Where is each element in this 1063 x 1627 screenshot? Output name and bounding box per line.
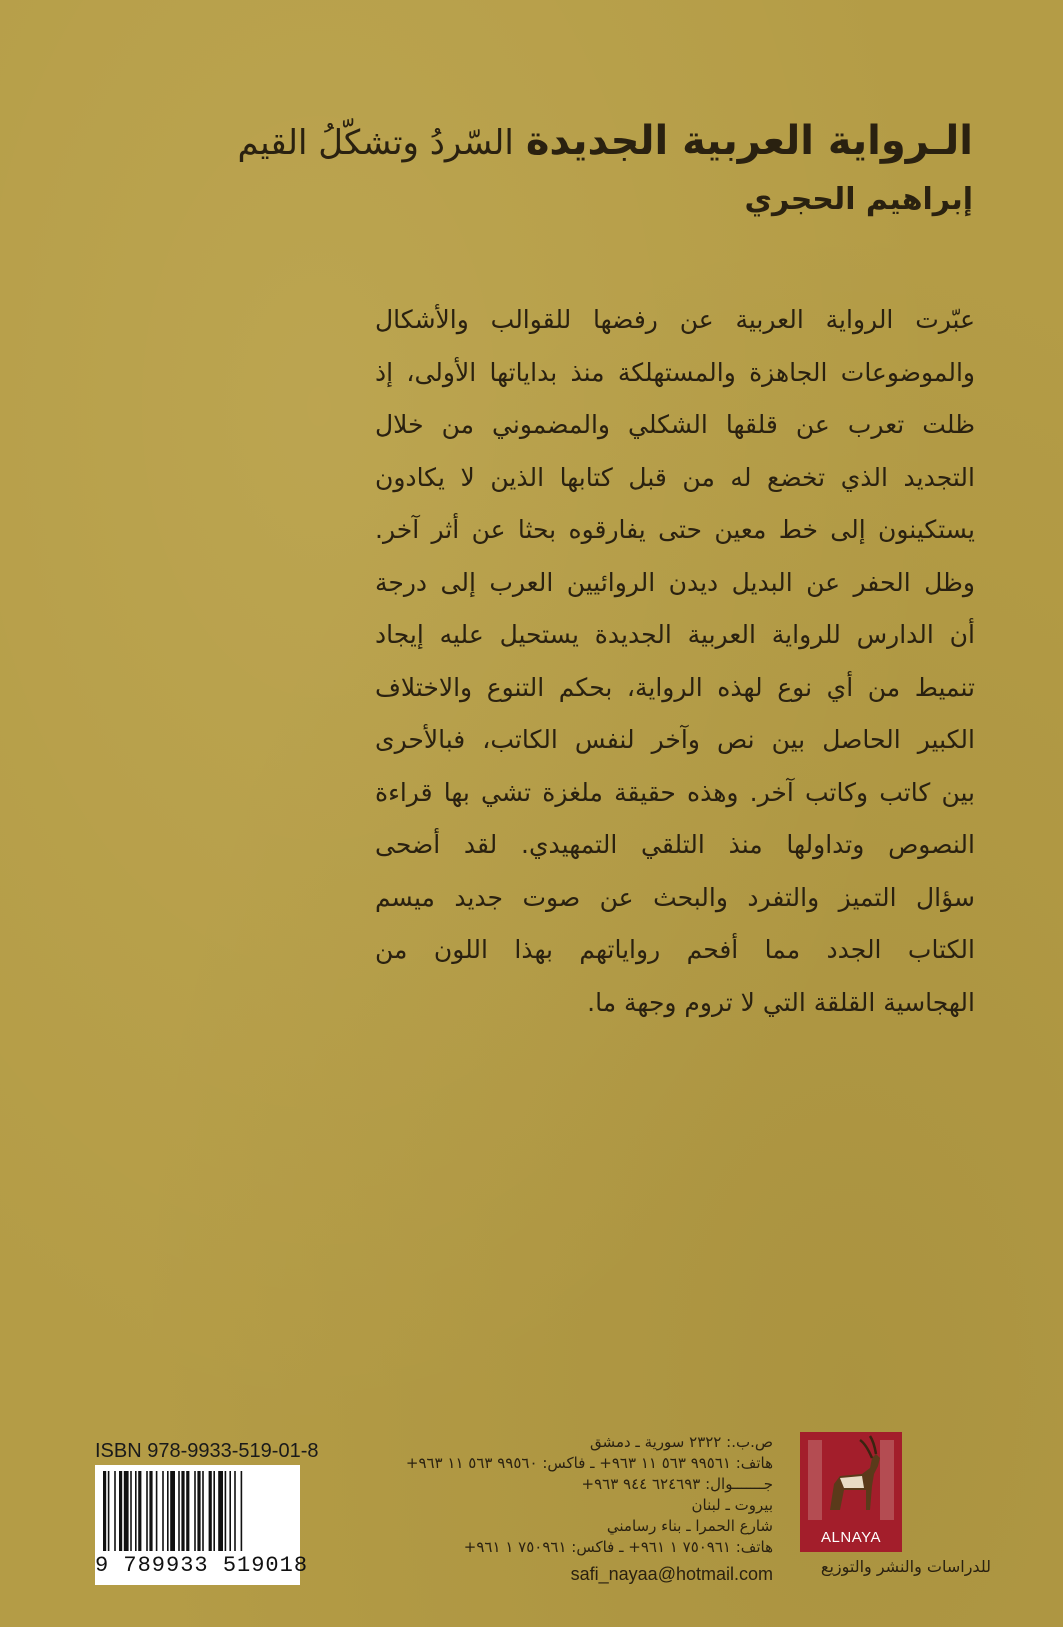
barcode-bar [178, 1471, 180, 1551]
gazelle-icon [800, 1432, 902, 1528]
barcode-bar [234, 1471, 236, 1551]
barcode-bar [167, 1471, 169, 1551]
blurb-line: ظلت تعرب عن قلقها الشكلي والمضموني من خلال [375, 410, 975, 439]
barcode-bar [108, 1471, 110, 1551]
barcode-bar [124, 1471, 129, 1551]
barcode-bar [225, 1471, 227, 1551]
publisher-email: safi_nayaa@hotmail.com [570, 1564, 773, 1584]
isbn-label: ISBN 978-9933-519-01-8 [95, 1440, 319, 1462]
barcode-bar [170, 1471, 175, 1551]
barcode-bar [135, 1471, 137, 1551]
blurb-line: تنميط من أي نوع لهذه الرواية، بحكم التنوع والاختلاف [375, 672, 975, 702]
blurb-line: الكتاب الجدد مما أفحم رواياتهم بهذا اللون من [375, 935, 975, 964]
contact-line: بيروت ـ لبنان [691, 1496, 773, 1514]
blurb-line: الهجاسية القلقة التي لا تروم وجهة ما. [587, 987, 975, 1017]
blurb-line: أن الدارس للرواية العربية الجديدة يستحيل عليه إيجاد [375, 620, 975, 649]
barcode-bar [119, 1471, 122, 1551]
blurb-line: وظل الحفر عن البديل ديدن الروائيين العرب إلى درجة [375, 567, 975, 597]
barcode-bar [162, 1471, 164, 1551]
barcode [95, 1465, 309, 1585]
blurb-line: الكبير الحاصل بين نص وآخر لنفس الكاتب، فبالأحرى [375, 725, 975, 754]
contact-line: ص.ب.: ٢٣٢٢ سورية ـ دمشق [590, 1433, 773, 1451]
blurb-text [375, 294, 975, 1029]
barcode-bar [146, 1471, 148, 1551]
publisher-contact [406, 1432, 773, 1585]
barcode-bar [186, 1471, 189, 1551]
blurb-line: عبّرت الرواية العربية عن رفضها للقوالب والأشكال [375, 305, 975, 334]
logo-text: ALNAYA [821, 1529, 881, 1546]
barcode-bar [181, 1471, 184, 1551]
book-title-line [73, 118, 973, 164]
barcode-bar [229, 1471, 231, 1551]
barcode-bar [138, 1471, 141, 1551]
book-subtitle: السّردُ وتشكّلُ القيم [237, 123, 514, 163]
author-name: إبراهيم الحجري [744, 182, 973, 217]
barcode-bar [130, 1471, 132, 1551]
barcode-bar [202, 1471, 204, 1551]
barcode-bar [213, 1471, 215, 1551]
barcode-digits: 9 789933 519018 [95, 1553, 309, 1578]
barcode-bar [103, 1471, 106, 1551]
barcode-bar [194, 1471, 196, 1551]
barcode-bar [156, 1471, 158, 1551]
blurb-line: النصوص وتداولها منذ التلقي التمهيدي. لقد أضحى [375, 830, 975, 859]
barcode-bar [197, 1471, 200, 1551]
blurb-line: يستكينون إلى خط معين حتى يفارقوه بحثا عن أثر آخر. [375, 515, 975, 544]
barcode-bar [209, 1471, 212, 1551]
blurb-line: سؤال التميز والتفرد والبحث عن صوت جديد ميسم [375, 882, 975, 912]
barcode-bars [103, 1471, 293, 1551]
blurb-line: بين كاتب وكاتب آخر. وهذه حقيقة ملغزة تشي بها قراءة [375, 777, 975, 807]
blurb-line: التجديد الذي تخضع له من قبل كتابها الذين لا يكادون [375, 462, 975, 492]
contact-line: هاتف: ٩٩٥٦١ ٥٦٣ ١١ ٩٦٣+ ـ فاكس: ٩٩٥٦٠ ٥٦٣ ١١ ٩٦٣+ [405, 1454, 773, 1472]
publisher-tagline: للدراسات والنشر والتوزيع [820, 1557, 991, 1576]
publisher-logo [800, 1432, 902, 1552]
book-title: الـرواية العربية الجديدة [525, 118, 973, 164]
barcode-bar [114, 1471, 116, 1551]
barcode-bar [149, 1471, 152, 1551]
contact-line: هاتف: ٧٥٠٩٦١ ١ ٩٦١+ ـ فاكس: ٧٥٠٩٦١ ١ ٩٦١+ [463, 1538, 773, 1556]
blurb-line: والموضوعات الجاهزة والمستهلكة منذ بداياتها الأولى، إذ [375, 357, 975, 387]
contact-line: شارع الحمرا ـ بناء رسامني [606, 1517, 773, 1535]
barcode-bar [241, 1471, 243, 1551]
barcode-bar [218, 1471, 223, 1551]
contact-line: جـــــــوال: ٦٢٤٦٩٣ ٩٤٤ ٩٦٣+ [581, 1475, 773, 1493]
